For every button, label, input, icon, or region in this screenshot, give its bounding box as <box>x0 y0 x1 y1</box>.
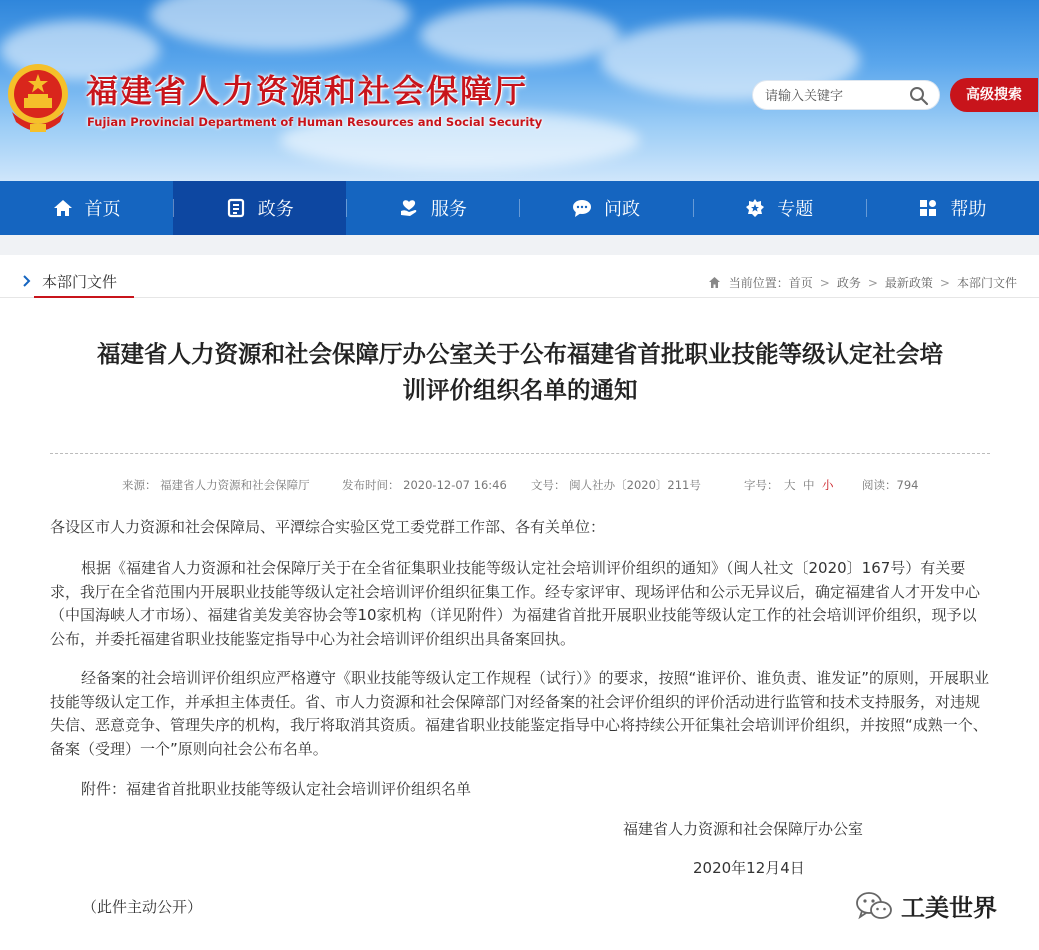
watermark-text: 工美世界 <box>901 894 997 922</box>
breadcrumb-item-dept-files[interactable]: 本部门文件 <box>956 276 1017 290</box>
breadcrumb-item-government[interactable]: 政务 <box>836 276 861 290</box>
meta-doc-number: 文号： 闽人社办〔2020〕211号 <box>531 478 701 492</box>
breadcrumb-separator: > <box>867 275 878 290</box>
site-title[interactable]: 福建省人力资源和社会保障厅 <box>86 72 529 110</box>
font-size-small-button[interactable]: 小 <box>822 478 834 492</box>
main-nav <box>0 181 1039 235</box>
site-subtitle: Fujian Provincial Department of Human Resources and Social Security <box>87 115 543 129</box>
paragraph: 经备案的社会培训评价组织应严格遵守《职业技能等级认定工作规程（试行）》的要求，按照“谁评价、谁负责、谁发证”的原则，开展职业技能等级认定工作，并承担主体责任。省、市人力资源和社会保障部门对经备案的社会评价组织的评价活动进行监管和技术支持服务，对违规失信、恶意竞争、管理失序的机构，我厅将取消其资质。福建省职业技能鉴定指导中心将持续公开征集社会培训评价组织，并按照“成熟一个、备案（受理）一个”原则向社会公布名单。 <box>50 669 990 758</box>
meta-publish-time: 发布时间： 2020-12-07 16:46 <box>342 478 507 492</box>
nav-item-label: 服务 <box>430 199 467 220</box>
section-underline <box>34 296 134 298</box>
wechat-watermark <box>855 888 997 923</box>
home-icon <box>708 276 721 289</box>
nav-item-label: 专题 <box>777 199 814 220</box>
nav-item-government-affairs[interactable] <box>173 181 346 235</box>
article-title-line: 训评价组织名单的通知 <box>402 376 638 404</box>
nav-item-inquiry[interactable] <box>519 181 692 235</box>
attachment-link[interactable]: 附件：福建省首批职业技能等级认定社会培训评价组织名单 <box>81 780 472 798</box>
title-divider <box>50 453 990 454</box>
badge-icon <box>745 198 765 218</box>
home-icon <box>53 198 73 218</box>
nav-item-label: 首页 <box>84 199 121 220</box>
breadcrumb-separator: > <box>939 275 950 290</box>
advanced-search-button[interactable]: 高级搜索 <box>950 78 1038 112</box>
meta-views: 阅读：794 <box>862 478 919 492</box>
meta-source: 来源： 福建省人力资源和社会保障厅 <box>122 478 310 492</box>
document-icon <box>226 198 246 218</box>
nav-item-topics[interactable] <box>693 181 866 235</box>
breadcrumb-prefix: 当前位置： <box>728 276 789 290</box>
breadcrumb-item-home[interactable]: 首页 <box>788 276 813 290</box>
chat-icon <box>572 198 592 218</box>
article-title <box>40 336 1000 408</box>
site-header <box>0 0 1039 181</box>
article-title-line: 福建省人力资源和社会保障厅办公室关于公布福建省首批职业技能等级认定社会培 <box>97 340 943 368</box>
meta-font-size-label: 字号： <box>744 478 779 492</box>
nav-item-services[interactable] <box>346 181 519 235</box>
paragraph: 根据《福建省人力资源和社会保障厅关于在全省征集职业技能等级认定社会培训评价组织的通知》（闽人社文〔2020〕167号）有关要求，我厅在全省范围内开展职业技能等级认定社会培训评价组织征集工作。经专家评审、现场评估和公示无异议后，确定福建省人才开发中心（中国海峡人才市场）、福建省美发美容协会等10家机构（详见附件）为福建省首批开展职业技能等级认定工作的社会培训评价组织，现予以公布，并委托福建省职业技能鉴定指导中心为社会培训评价组织出具备案回执。 <box>50 559 981 648</box>
search-input[interactable] <box>765 87 905 105</box>
breadcrumb-item-latest-policy[interactable]: 最新政策 <box>884 276 933 290</box>
section-divider <box>0 297 1039 298</box>
breadcrumb <box>708 274 1017 291</box>
national-emblem-logo[interactable] <box>4 62 72 134</box>
nav-item-help[interactable] <box>866 181 1039 235</box>
service-hand-icon <box>399 198 419 218</box>
search-box <box>752 80 940 110</box>
nav-bottom-band <box>0 235 1039 255</box>
breadcrumb-separator: > <box>819 275 830 290</box>
cloud-decoration <box>150 0 410 50</box>
font-size-large-button[interactable]: 大 <box>784 478 796 492</box>
nav-item-label: 帮助 <box>950 199 987 220</box>
signature-organization: 福建省人力资源和社会保障厅办公室 <box>623 820 864 838</box>
search-icon[interactable] <box>909 86 929 106</box>
disclosure-note: （此件主动公开） <box>82 898 203 916</box>
salutation: 各设区市人力资源和社会保障局、平潭综合实验区党工委党群工作部、各有关单位： <box>50 518 606 536</box>
nav-item-label: 政务 <box>257 199 294 220</box>
nav-item-home[interactable] <box>0 181 173 235</box>
grid-icon <box>918 198 938 218</box>
signature-date: 2020年12月4日 <box>693 859 805 877</box>
cloud-decoration <box>420 5 620 65</box>
section-title: 本部门文件 <box>42 273 118 291</box>
font-size-medium-button[interactable]: 中 <box>803 478 815 492</box>
wechat-icon <box>855 890 893 922</box>
nav-item-label: 问政 <box>604 199 641 220</box>
